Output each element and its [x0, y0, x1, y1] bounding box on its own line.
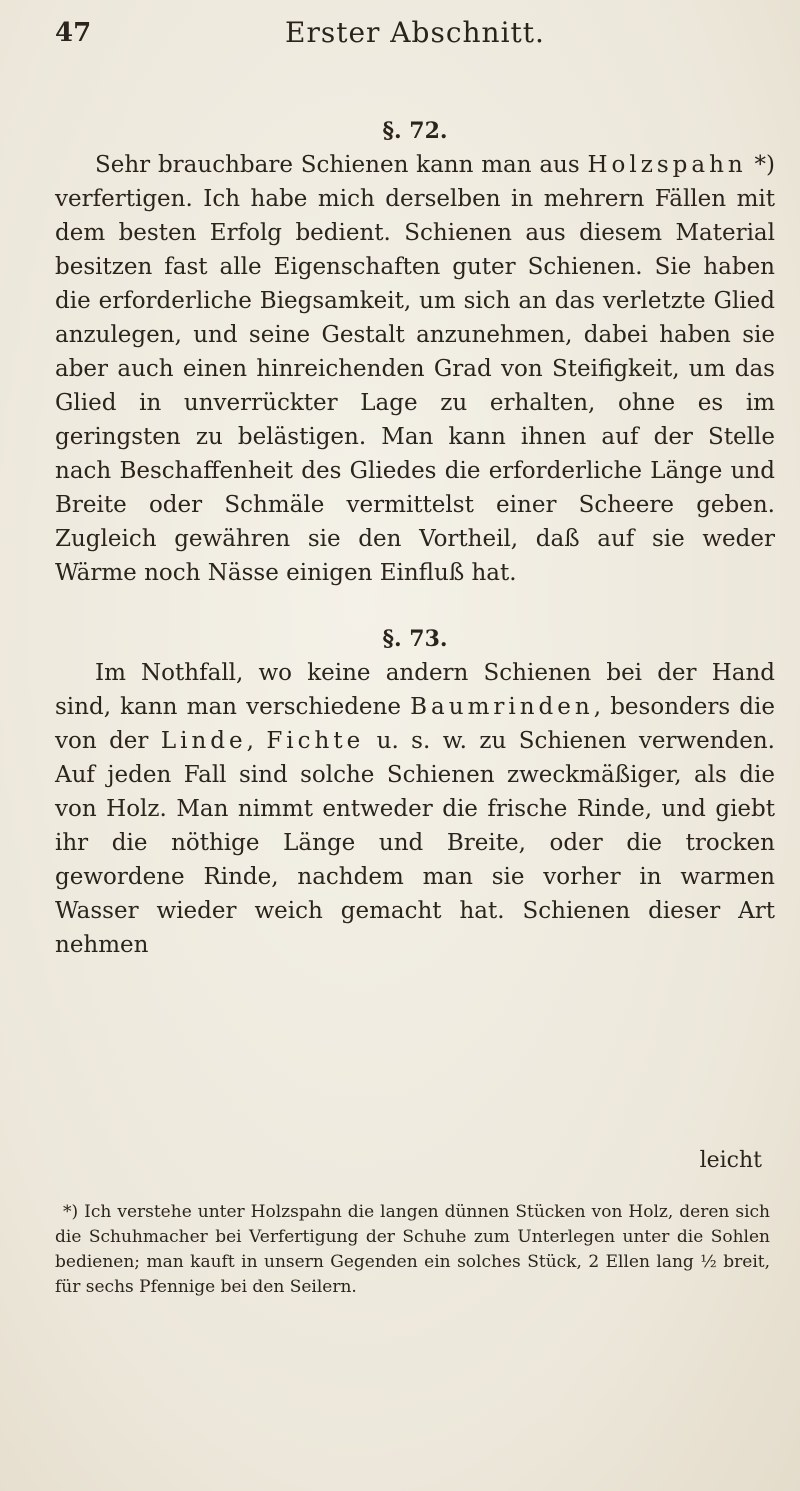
text-run: , besonders die von der	[55, 694, 776, 754]
text-run: Im Nothfall, wo keine andern Schienen bei der Hand sind, kann man verschiedene	[55, 660, 775, 720]
emphasis-holz: Holz	[587, 152, 657, 178]
page-number: 47	[55, 18, 92, 48]
text-run: u. s. w. zu Schienen verwenden. Auf jeden Fall sind solche Schienen zweckmäßiger, als die von Holz. Man nimmt entweder die frische Rinde, und giebt ihr die nöthige Länge und Breite, oder die trocken gewordene Rinde, nachdem man sie vorher in warmen Wasser wieder weich gemacht hat. Schienen dieser Art nehmen	[55, 728, 775, 958]
text-run: ,	[246, 728, 267, 754]
paragraph-73	[55, 656, 775, 962]
text-run: *) verfertigen. Ich habe mich derselben in mehrern Fällen mit dem besten Erfolg bedient. Schienen aus diesem Material besitzen fast alle Eigenschaften guter Schienen. Sie haben die erforderliche Biegsamkeit, um sich an das verletzte Glied anzulegen, und seine Gestalt anzunehmen, dabei haben sie aber auch einen hinreichenden Grad von Steifigkeit, um das Glied in unverrückter Lage zu erhalten, ohne es im geringsten zu belästigen. Man kann ihnen auf der Stelle nach Beschaffenheit des Gliedes die erforderliche Länge und Breite oder Schmäle vermittelst einer Scheere geben. Zugleich gewähren sie den Vortheil, daß auf sie weder Wärme noch Nässe einigen Einfluß hat.	[55, 152, 775, 586]
emphasis-baumrinden: Baumrinden	[410, 694, 594, 720]
text-run: Sehr brauchbare Schienen kann man aus	[95, 152, 588, 178]
section-heading-73: §. 73.	[382, 626, 448, 652]
body-text	[55, 120, 775, 962]
emphasis-spahn: spahn	[656, 152, 747, 178]
emphasis-fichte: Fichte	[266, 728, 365, 754]
emphasis-linde: Linde	[160, 728, 247, 754]
paragraph-72	[55, 148, 775, 590]
page-header	[55, 8, 755, 48]
catchword: leicht	[699, 1148, 762, 1173]
running-head: Erster Abschnitt.	[285, 16, 545, 49]
footnote: *) Ich verstehe unter Holzspahn die langen dünnen Stücken von Holz, deren sich die Schuhmacher bei Verfertigung der Schuhe zum Unterlegen unter die Sohlen bedienen; man kauft in unsern Gegenden ein solches Stück, 2 Ellen lang ½ breit, für sechs Pfennige bei den Seilern.	[55, 1202, 770, 1297]
section-heading-72: §. 72.	[382, 118, 448, 144]
